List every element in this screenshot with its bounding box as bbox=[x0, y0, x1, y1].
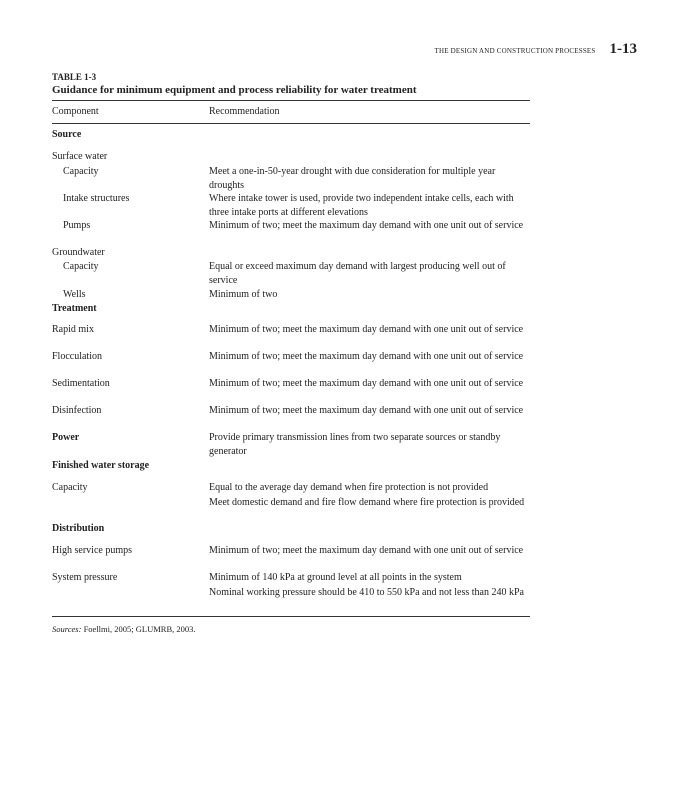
table-title: Guidance for minimum equipment and process reliability for water treatment bbox=[52, 84, 417, 96]
row-recommendation: Minimum of two; meet the maximum day demand with one unit out of service bbox=[209, 220, 524, 231]
row-component: High service pumps bbox=[52, 545, 132, 556]
row-component: Distribution bbox=[52, 523, 105, 534]
table-row bbox=[52, 431, 530, 458]
page-number: 1-13 bbox=[609, 41, 637, 57]
row-component: Capacity bbox=[63, 261, 99, 272]
row-component: Capacity bbox=[63, 166, 99, 177]
row-component: Sedimentation bbox=[52, 378, 110, 389]
row-component: Pumps bbox=[63, 220, 91, 231]
row-component: Disinfection bbox=[52, 405, 102, 416]
row-recommendation: Minimum of two; meet the maximum day demand with one unit out of service bbox=[209, 324, 524, 335]
table-row bbox=[52, 323, 530, 337]
table-row bbox=[52, 522, 530, 536]
row-recommendation: Equal or exceed maximum day demand with largest producing well out of service bbox=[209, 261, 506, 286]
row-component: Intake structures bbox=[63, 193, 130, 204]
table-row bbox=[52, 192, 530, 219]
table-row bbox=[52, 288, 530, 302]
row-recommendation: Where intake tower is used, provide two independent intake cells, each with three intake ports at different elevations bbox=[209, 193, 514, 218]
table-row bbox=[52, 165, 530, 192]
table-row bbox=[52, 459, 530, 473]
row-recommendation: Minimum of 140 kPa at ground level at all points in the system bbox=[209, 572, 462, 583]
row-recommendation: Minimum of two; meet the maximum day demand with one unit out of service bbox=[209, 351, 524, 362]
row-recommendation: Minimum of two; meet the maximum day demand with one unit out of service bbox=[209, 405, 524, 416]
bottom-rule bbox=[52, 616, 530, 617]
header-rule bbox=[52, 123, 530, 124]
row-component: Wells bbox=[63, 289, 86, 300]
row-recommendation: Meet domestic demand and fire flow demand where fire protection is provided bbox=[209, 497, 525, 508]
table-row bbox=[52, 571, 530, 585]
table-row bbox=[52, 586, 530, 600]
table-row bbox=[52, 150, 530, 164]
row-component: Surface water bbox=[52, 151, 108, 162]
table-row bbox=[52, 260, 530, 287]
row-component: Treatment bbox=[52, 303, 97, 314]
header-component: Component bbox=[52, 106, 99, 118]
running-head-text: THE DESIGN AND CONSTRUCTION PROCESSES bbox=[434, 47, 596, 55]
table-row bbox=[52, 496, 530, 510]
table-row bbox=[52, 350, 530, 364]
table-row bbox=[52, 128, 530, 142]
row-component: Groundwater bbox=[52, 247, 105, 258]
row-recommendation: Equal to the average day demand when fire protection is not provided bbox=[209, 482, 489, 493]
row-component: System pressure bbox=[52, 572, 118, 583]
table-row bbox=[52, 404, 530, 418]
row-component: Rapid mix bbox=[52, 324, 94, 335]
table-row bbox=[52, 219, 530, 233]
running-head bbox=[434, 41, 637, 58]
table-row bbox=[52, 544, 530, 558]
row-component bbox=[52, 586, 209, 600]
table-header bbox=[52, 101, 530, 123]
guidance-table bbox=[52, 100, 530, 598]
row-component: Finished water storage bbox=[52, 460, 150, 471]
row-component bbox=[52, 496, 209, 510]
table-row bbox=[52, 302, 530, 316]
table-row bbox=[52, 377, 530, 391]
row-component: Flocculation bbox=[52, 351, 102, 362]
row-component: Source bbox=[52, 129, 82, 140]
row-recommendation: Nominal working pressure should be 410 to 550 kPa and not less than 240 kPa bbox=[209, 587, 524, 598]
row-recommendation: Minimum of two; meet the maximum day demand with one unit out of service bbox=[209, 545, 524, 556]
row-recommendation: Meet a one-in-50-year drought with due consideration for multiple year droughts bbox=[209, 166, 496, 191]
row-recommendation: Minimum of two; meet the maximum day demand with one unit out of service bbox=[209, 378, 524, 389]
table-number: TABLE 1-3 bbox=[52, 72, 97, 82]
table-sources bbox=[52, 624, 196, 634]
row-component: Power bbox=[52, 432, 80, 443]
table-row bbox=[52, 246, 530, 260]
sources-label: Sources: bbox=[52, 624, 82, 634]
sources-text: Foellmi, 2005; GLUMRB, 2003. bbox=[81, 624, 196, 634]
row-recommendation: Minimum of two bbox=[209, 289, 278, 300]
row-recommendation: Provide primary transmission lines from two separate sources or standby generator bbox=[209, 432, 501, 457]
header-recommendation: Recommendation bbox=[209, 106, 280, 118]
row-component: Capacity bbox=[52, 482, 88, 493]
table-row bbox=[52, 481, 530, 495]
